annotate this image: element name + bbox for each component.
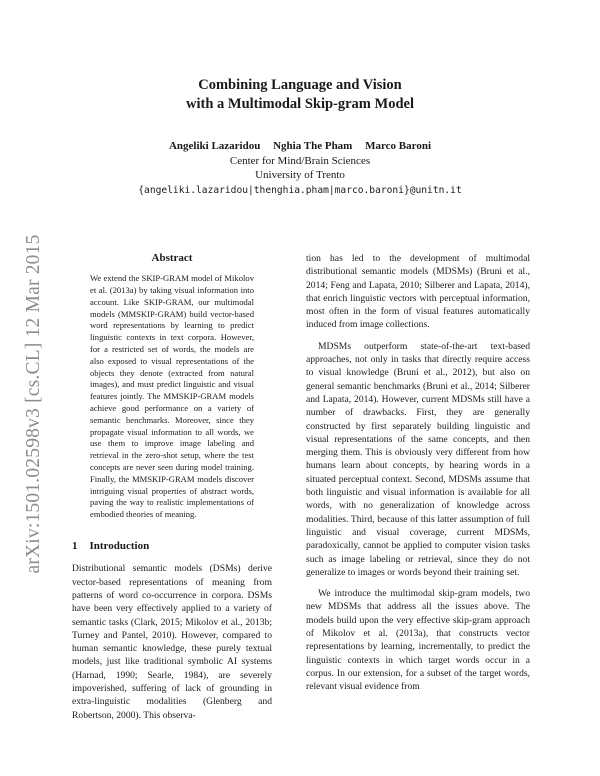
paper-title-line-2: with a Multimodal Skip-gram Model [186,96,414,112]
intro-paragraph-1-end: tion has led to the development of multimodal distributional semantic models (MDSMs) (Bruni et al., 2014; Feng and Lapata, 2010; Silberer and Lapata, 2014), that enrich linguistic vectors with perceptual information, most often in the form of visual features automatically induced from image collections. [306,253,530,331]
author-name: Marco Baroni [365,140,432,152]
university: University of Trento [255,169,345,181]
intro-paragraph-3: We introduce the multimodal skip-gram models, two new MDSMs that address all the issues above. The models build upon the very effective skip-gram approach of Mikolov et al. (2013a), that constructs vector representations by learning, incrementally, to predict the linguistic contexts in which target words occur in a corpus. In our extension, for a subset of the target words, relevant visual evidence from [306,588,530,693]
section-title: Introduction [89,540,150,553]
intro-paragraph-1-start: Distributional semantic models (DSMs) derive vector-based representations of meaning from patterns of word co-occurrence in corpora. DSMs have been very effectively applied to a variety of semantic tasks (Clark, 2015; Mikolov et al., 2013b; Turney and Pantel, 2010). However, compared to human semantic knowledge, these purely textual models, just like traditional symbolic AI systems (Harnad, 1990; Searle, 1984), are severely impoverished, suffering of lack of grounding in extra-linguistic modalities (Glenberg and Robertson, 2000). This observa- [72,563,272,721]
section-number: 1 [72,540,78,553]
author-name: Angeliki Lazaridou [168,140,261,152]
arxiv-identifier [4,202,64,606]
affiliation: Center for Mind/Brain Sciences [229,154,371,167]
intro-paragraph-2: MDSMs outperform state-of-the-art text-based approaches, not only in tasks that directly require access to visual knowledge (Bruni et al., 2012), but also on general semantic benchmarks (Bruni et al., 2014; Silberer and Lapata, 2014). However, current MDSMs still have a number of drawbacks. First, they are generally constructed by first separately building linguistic and visual representations of the same concepts, and then merging them. This is obviously very different from how humans learn about concepts, by hearing words in a situated perceptual context. Second, MDSMs assume that both linguistic and visual information is available for all words, with no generalization of knowledge across modalities. Third, because of this latter assumption of full linguistic and visual coverage, current MDSMs, paradoxically, cannot be applied to computer vision tasks such as image labeling or retrieval, since they do not generalize to images or words beyond their training set. [306,340,530,578]
author-name: Nghia The Pham [273,140,353,152]
section-heading-introduction [72,540,272,553]
left-column [72,252,272,730]
author-block [100,139,500,198]
paper-title [100,76,500,114]
arxiv-identifier-text: arXiv:1501.02598v3 [cs.CL] 12 Mar 2015 [23,234,44,574]
author-emails: {angeliki.lazaridou|thenghia.pham|marco.baroni}@unitn.it [138,184,462,196]
abstract-text: We extend the SKIP-GRAM model of Mikolov et al. (2013a) by taking visual information into account. Like SKIP-GRAM, our multimodal models (MMSKIP-GRAM) build vector-based word representations by learning to predict linguistic contexts in text corpora. However, for a restricted set of words, the models are also exposed to visual representations of the objects they denote (extracted from natural images), and must predict linguistic and visual features jointly. The MMSKIP-GRAM models achieve good performance on a variety of semantic benchmarks. Moreover, since they propagate visual information to all words, we use them to improve image labeling and retrieval in the zero-shot setup, where the test concepts are never seen during model training. Finally, the MMSKIP-GRAM models discover intriguing visual properties of abstract words, paving the way to realistic implementations of embodied theories of meaning. [90,273,254,520]
right-column [306,252,530,702]
abstract-heading: Abstract [151,252,193,264]
author-names [100,139,500,154]
paper-title-line-1: Combining Language and Vision [198,77,402,93]
